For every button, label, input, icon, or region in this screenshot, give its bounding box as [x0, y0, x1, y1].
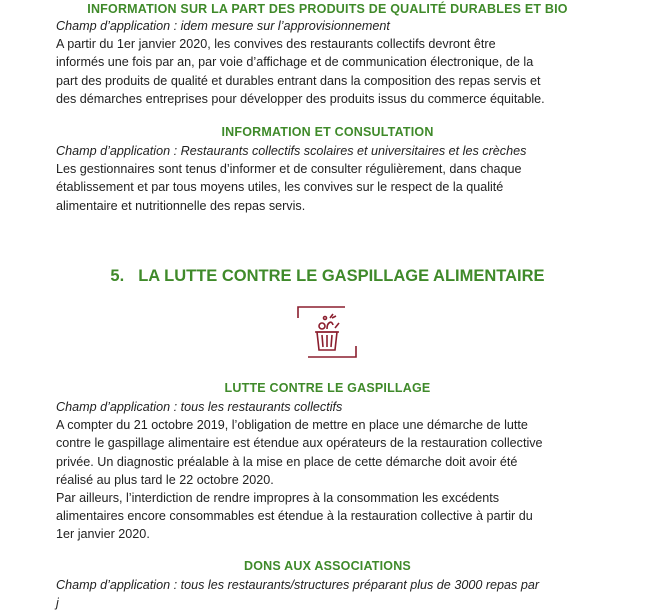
- body-line: A compter du 21 octobre 2019, l’obligation de mettre en place une démarche de lutte: [56, 418, 528, 433]
- body-line: alimentaires encore consommables est étendue à la restauration collective à partir du: [56, 509, 533, 524]
- scope-line: Champ d’application : tous les restaurants collectifs: [56, 400, 343, 414]
- chapter-heading: [0, 267, 655, 286]
- body-line: alimentaire et nutritionnelle des repas servis.: [56, 198, 306, 213]
- chapter-title: LA LUTTE CONTRE LE GASPILLAGE ALIMENTAIRE: [138, 267, 545, 285]
- scope-line: Champ d’application : tous les restaurants/structures préparant plus de 3000 repas par: [56, 578, 540, 592]
- body-line: part des produits de qualité et durables entrant dans la composition des repas servis et: [56, 73, 541, 88]
- body-line: contre le gaspillage alimentaire est étendue aux opérateurs de la restauration collective: [56, 436, 543, 451]
- section-body-fight-waste: [56, 398, 604, 544]
- food-waste-bin-icon: [297, 306, 357, 358]
- body-line: Par ailleurs, l’interdiction de rendre impropres à la consommation les excédents: [56, 491, 500, 506]
- body-line: 1er janvier 2020.: [56, 527, 150, 542]
- body-line: privée. Un diagnostic préalable à la mise en place de cette démarche doit avoir été: [56, 454, 518, 469]
- section-body-donations: [56, 576, 604, 612]
- body-line: établissement et par tous moyens utiles, les convives sur le respect de la qualité: [56, 180, 504, 195]
- scope-line: Champ d’application : Restaurants collectifs scolaires et universitaires et les crèches: [56, 144, 527, 158]
- section-title-information-consultation: INFORMATION ET CONSULTATION: [221, 125, 434, 139]
- body-line: réalisé au plus tard le 22 octobre 2020.: [56, 472, 274, 487]
- scope-line-continued: j: [56, 596, 59, 611]
- section-title-quality-products: INFORMATION SUR LA PART DES PRODUITS DE QUALITÉ DURABLES ET BIO: [87, 2, 568, 16]
- section-title-fight-waste: LUTTE CONTRE LE GASPILLAGE: [224, 381, 431, 395]
- body-line: informés une fois par an, par voie d’affichage et de communication électronique, de la: [56, 55, 534, 70]
- section-title-donations: DONS AUX ASSOCIATIONS: [244, 559, 411, 573]
- section-body-information-consultation: [56, 142, 604, 215]
- scope-line: Champ d’application : idem mesure sur l’approvisionnement: [56, 19, 390, 33]
- body-line: Les gestionnaires sont tenus d’informer et de consulter régulièrement, dans chaque: [56, 162, 522, 177]
- body-line: A partir du 1er janvier 2020, les convives des restaurants collectifs devront être: [56, 37, 496, 52]
- chapter-number: 5.: [110, 267, 125, 285]
- body-line: des démarches entreprises pour développer des produits issus du commerce équitable.: [56, 91, 545, 106]
- section-body-quality-products: [56, 17, 604, 108]
